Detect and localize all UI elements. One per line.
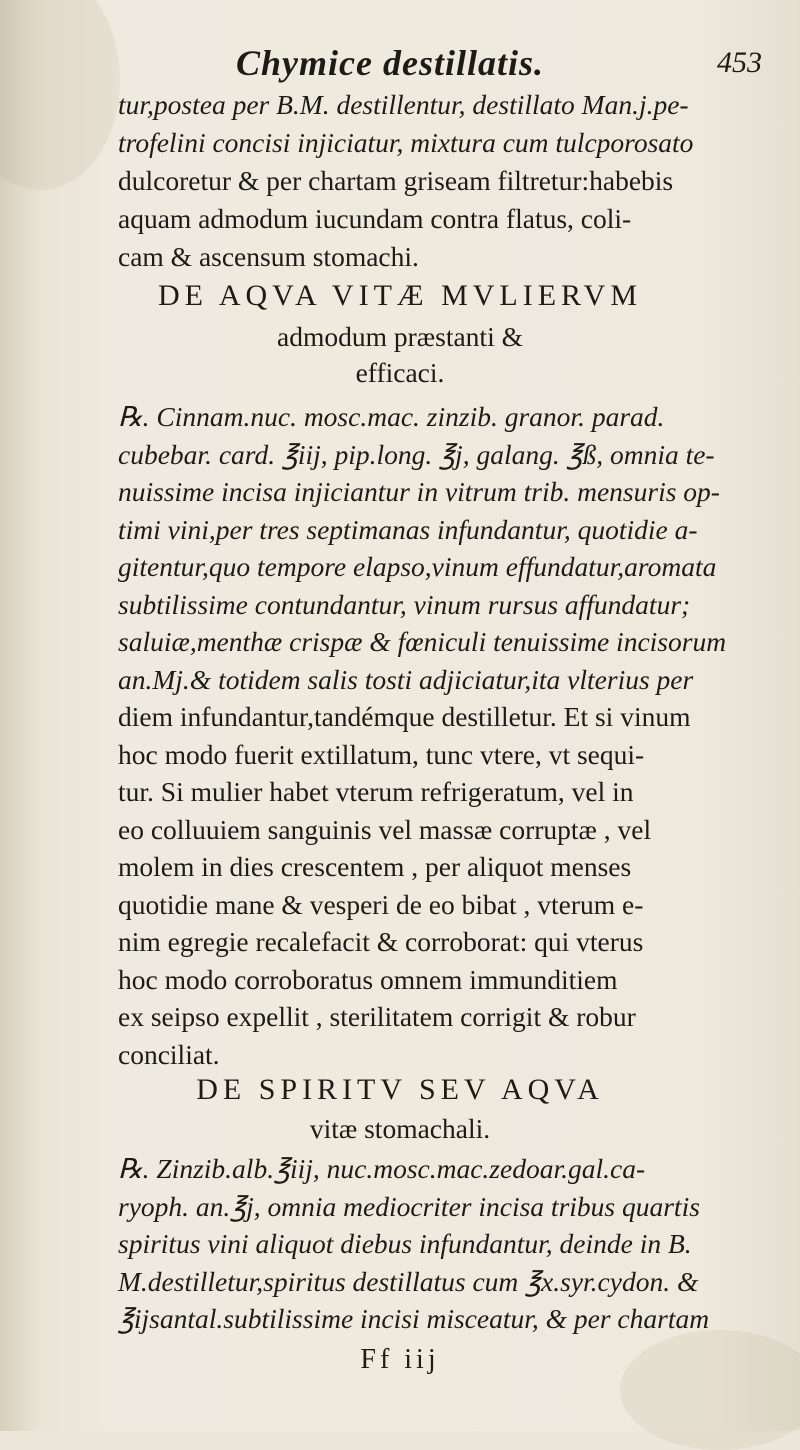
text-line: ℞. Zinzib.alb.℥iij, nuc.mosc.mac.zedoar.gal.ca-	[118, 1153, 646, 1184]
text-line: nuissime incisa injiciantur in vitrum trib. mensuris op-	[118, 476, 720, 507]
text-line: trofelini concisi injiciatur, mixtura cum tulcporosato	[118, 127, 694, 158]
text-line: cubebar. card. ℥iij, pip.long. ℥j, galang. ℥ß, omnia te-	[118, 438, 715, 470]
signature-mark: Ff iij	[360, 1344, 440, 1375]
text-line: hoc modo corroboratus omnem immunditiem	[118, 963, 618, 995]
text-line: saluiæ,menthæ crispæ & fœniculi tenuissime incisorum	[118, 626, 727, 657]
page-number: 453	[717, 46, 762, 79]
section-subheading: admodum præstanti &	[277, 321, 523, 352]
text-line: aquam admodum iucundam contra flatus, coli-	[118, 203, 632, 234]
text-line: timi vini,per tres septimanas infundantur, quotidie a-	[118, 513, 698, 545]
text-line: M.destilletur,spiritus destillatus cum ℥x.syr.cydon. &	[118, 1265, 699, 1297]
text-line: tur. Si mulier habet vterum refrigeratum, vel in	[118, 776, 634, 807]
section-heading: DE SPIRITV SEV AQVA	[196, 1073, 604, 1106]
section-subheading: efficaci.	[355, 357, 445, 388]
text-line: ℞. Cinnam.nuc. mosc.mac. zinzib. granor. parad.	[118, 401, 665, 432]
text-line: quotidie mane & vesperi de eo bibat , vterum e-	[118, 888, 644, 920]
text-line: nim egregie recalefacit & corroborat: qui vterus	[118, 926, 644, 957]
text-line: ex seipso expellit , sterilitatem corrigit & robur	[118, 1001, 636, 1032]
text-line: cam & ascensum stomachi.	[118, 241, 419, 272]
text-line: dulcoretur & per chartam griseam filtretur:habebis	[118, 165, 674, 196]
text-line: subtilissime contundantur, vinum rursus affundatur;	[118, 588, 691, 620]
text-line: tur,postea per B.M. destillentur, destillato Man.j.pe-	[118, 89, 689, 120]
text-line: conciliat.	[118, 1038, 220, 1070]
text-line: hoc modo fuerit extillatum, tunc vtere, vt sequi-	[118, 738, 645, 770]
text-line: ryoph. an.℥j, omnia mediocriter incisa tribus quartis	[118, 1190, 700, 1222]
text-line: ℥ijsantal.subtilissime incisi misceatur, & per chartam	[118, 1303, 710, 1334]
text-line: eo colluuiem sanguinis vel massæ corruptæ , vel	[118, 813, 652, 845]
section-subheading: vitæ stomachali.	[309, 1113, 491, 1144]
text-line: gitentur,quo tempore elapso,vinum effundatur,aromata	[118, 551, 717, 582]
text-line: diem infundantur,tandémque destilletur. Et si vinum	[118, 701, 691, 732]
running-title: Chymice destillatis.	[236, 43, 544, 83]
section-heading: DE AQVA VITÆ MVLIERVM	[157, 279, 642, 312]
text-line: molem in dies crescentem , per aliquot menses	[118, 851, 632, 882]
text-line: an.Mj.& totidem salis tosti adjiciatur,ita vlterius per	[118, 663, 694, 695]
text-line: spiritus vini aliquot diebus infundantur, deinde in B.	[118, 1228, 692, 1259]
